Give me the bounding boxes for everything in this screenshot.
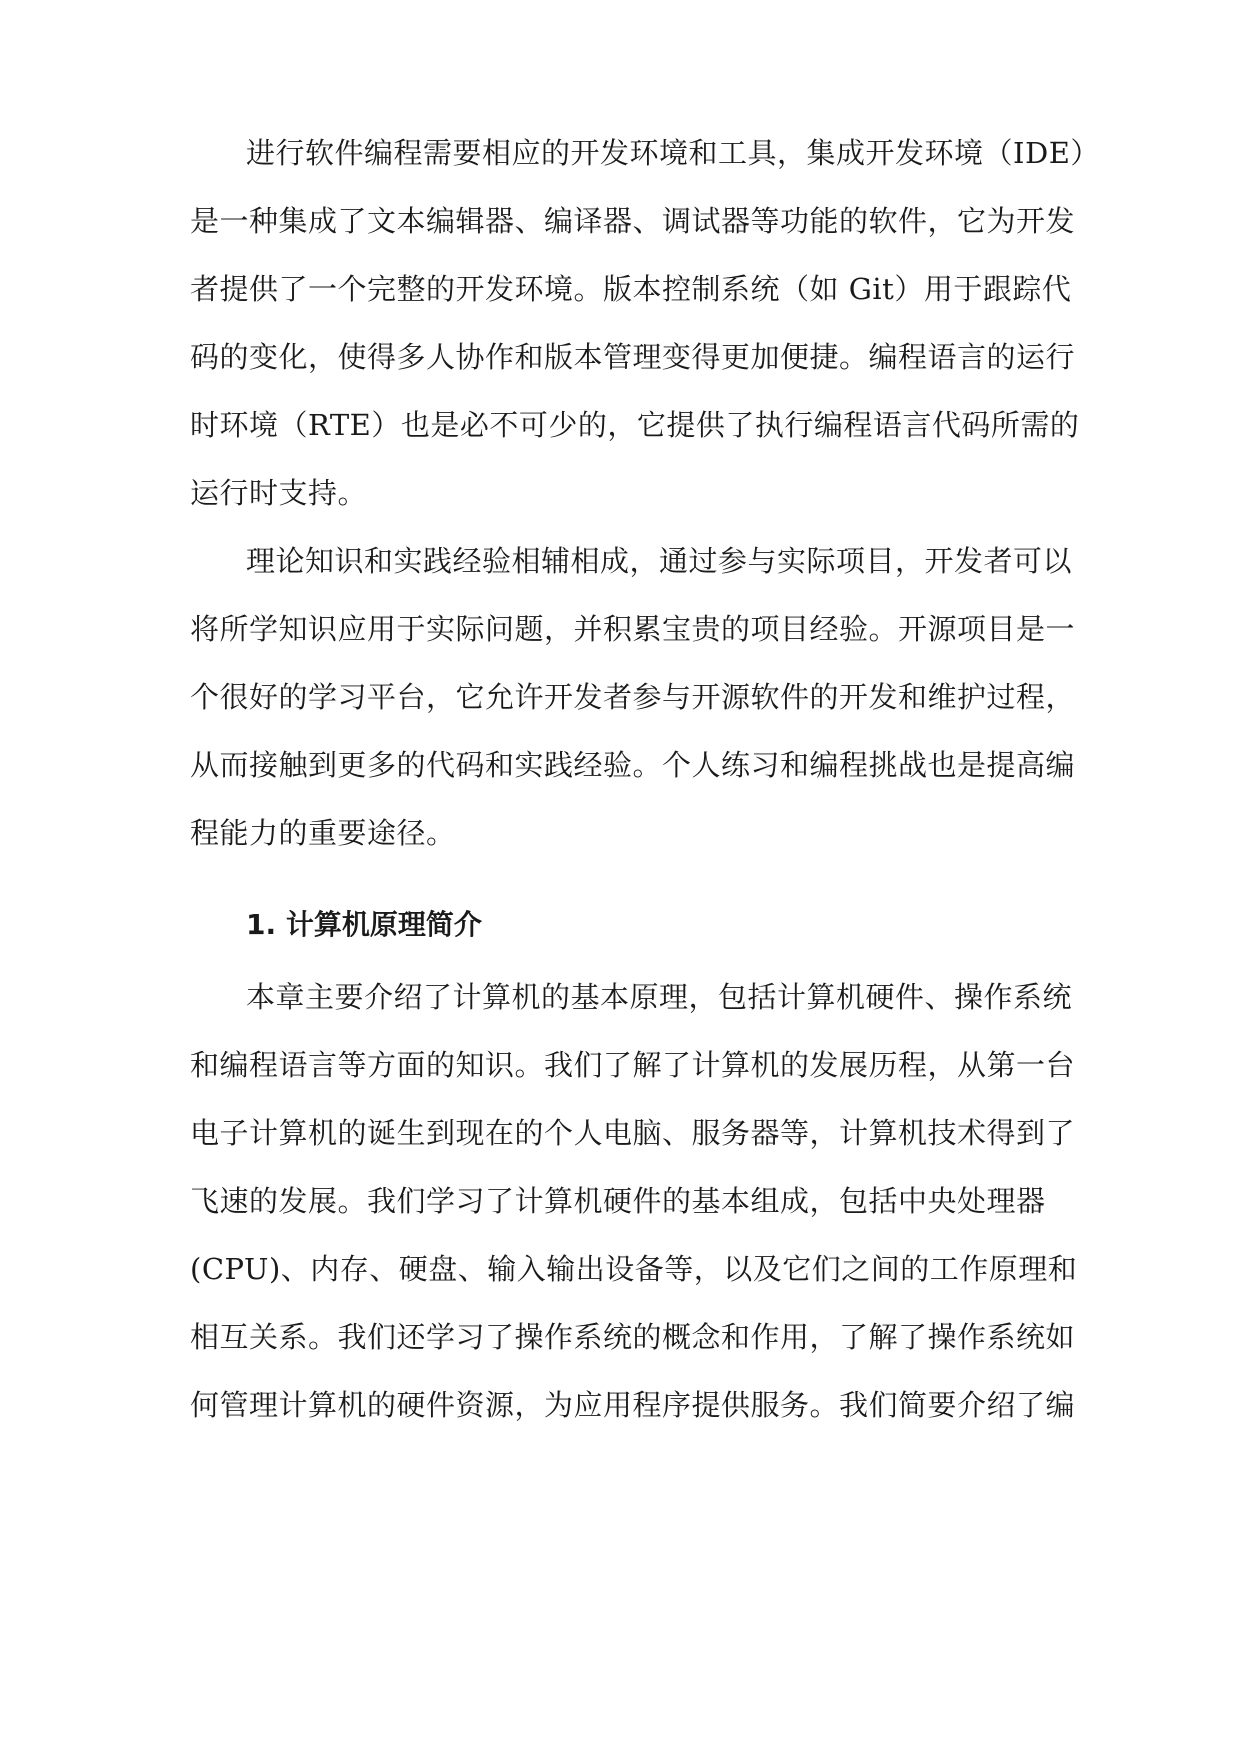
section-line-4: 飞速的发展。我们学习了计算机硬件的基本组成，包括中央处理器 xyxy=(190,1184,1046,1218)
paragraph-1-line-3: 者提供了一个完整的开发环境。版本控制系统（如 Git）用于跟踪代 xyxy=(190,272,1072,306)
section-line-7: 何管理计算机的硬件资源，为应用程序提供服务。我们简要介绍了编 xyxy=(190,1388,1076,1422)
paragraph-1-line-2: 是一种集成了文本编辑器、编译器、调试器等功能的软件，它为开发 xyxy=(190,204,1076,238)
paragraph-2-line-3: 个很好的学习平台，它允许开发者参与开源软件的开发和维护过程， xyxy=(190,680,1076,714)
paragraph-1-line-4: 码的变化，使得多人协作和版本管理变得更加便捷。编程语言的运行 xyxy=(190,340,1076,374)
section-line-1: 本章主要介绍了计算机的基本原理，包括计算机硬件、操作系统 xyxy=(246,980,1073,1014)
section-heading: 1. 计算机原理简介 xyxy=(246,908,482,941)
paragraph-1-line-6: 运行时支持。 xyxy=(190,476,368,510)
paragraph-2-line-5: 程能力的重要途径。 xyxy=(190,816,456,850)
paragraph-2-line-4: 从而接触到更多的代码和实践经验。个人练习和编程挑战也是提高编 xyxy=(190,748,1076,782)
section-line-5: (CPU)、内存、硬盘、输入输出设备等，以及它们之间的工作原理和 xyxy=(190,1252,1078,1286)
paragraph-1-line-1: 进行软件编程需要相应的开发环境和工具，集成开发环境（IDE） xyxy=(246,136,1100,170)
section-line-6: 相互关系。我们还学习了操作系统的概念和作用，了解了操作系统如 xyxy=(190,1320,1076,1354)
paragraph-2-line-1: 理论知识和实践经验相辅相成，通过参与实际项目，开发者可以 xyxy=(246,544,1073,578)
paragraph-1-line-5: 时环境（RTE）也是必不可少的，它提供了执行编程语言代码所需的 xyxy=(190,408,1080,442)
section-line-2: 和编程语言等方面的知识。我们了解了计算机的发展历程，从第一台 xyxy=(190,1048,1076,1082)
paragraph-2-line-2: 将所学知识应用于实际问题，并积累宝贵的项目经验。开源项目是一 xyxy=(190,612,1076,646)
section-line-3: 电子计算机的诞生到现在的个人电脑、服务器等，计算机技术得到了 xyxy=(190,1116,1076,1150)
